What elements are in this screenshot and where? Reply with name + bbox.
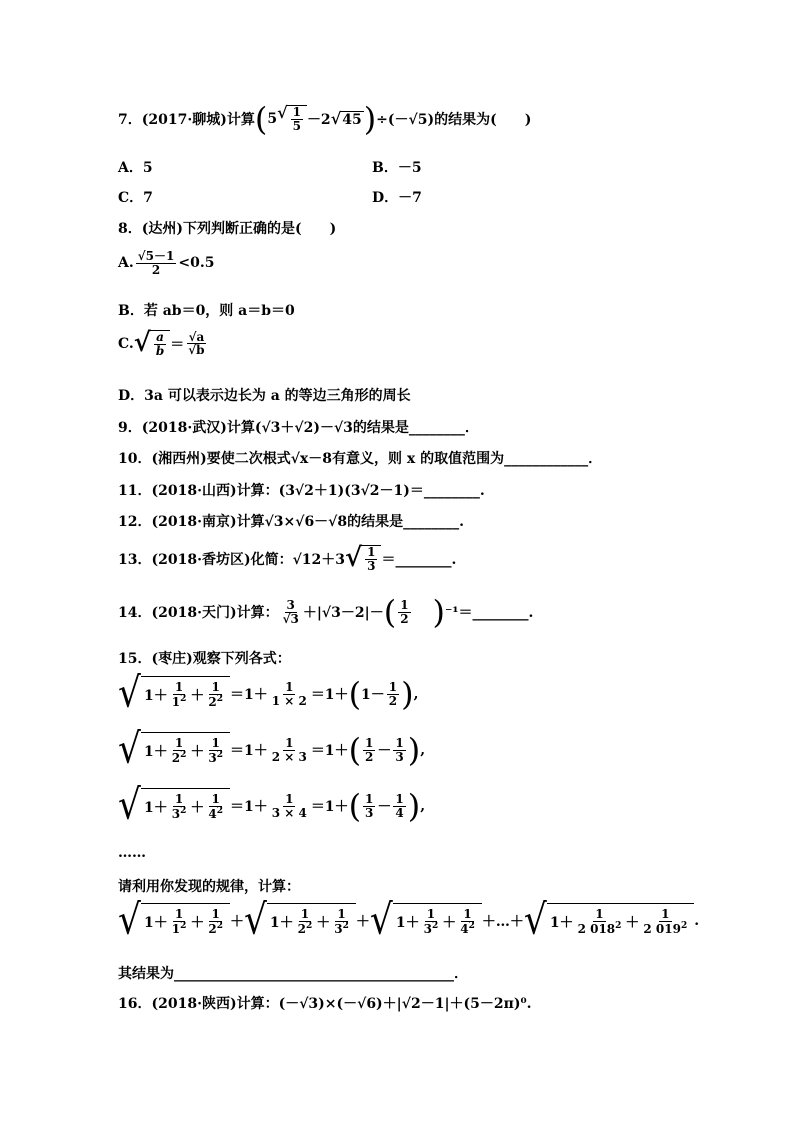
q7-den: 5 bbox=[292, 119, 301, 133]
question-9 bbox=[118, 417, 479, 437]
q8-a-num: √5－1 bbox=[137, 249, 175, 263]
q7-tail: ÷(－√5)的结果为( ) bbox=[376, 112, 532, 128]
q15-r1-d: 2 bbox=[388, 693, 398, 708]
q8-c-a: a bbox=[156, 330, 164, 344]
q15-r2-c: 2 × 3 bbox=[271, 749, 307, 764]
q15-r3-b: 4 bbox=[208, 806, 217, 821]
q15-r1-b: 2 bbox=[208, 694, 217, 709]
q8-c-lead: C. bbox=[118, 335, 134, 352]
q7-close-paren: ) bbox=[363, 100, 377, 138]
q15-sum: √ 1＋ $\frac{1}{1^2}$ ＋ $\frac{1}{2^2}$ ＋ √ 1＋ $\frac{1}{2^2}$ ＋ $\frac{1}{3^2}$ ＋ √ 1＋ $\frac{1}{3^2}$ ＋ $\frac{1}{4^2}$ ＋…＋ √ 1＋ $\frac{1}{2 018^2}$ ＋ $\frac{1}{2 019^2}$ . bbox=[118, 896, 700, 944]
question-7 bbox=[118, 100, 532, 138]
q8-a-tail: <0.5 bbox=[178, 255, 215, 272]
q8-c-sqrt: √ $\frac{a}{b}$ bbox=[134, 330, 170, 357]
q7-45: 45 bbox=[342, 111, 362, 128]
q13-tail: ＝________. bbox=[381, 551, 457, 568]
q15-prompt bbox=[118, 876, 300, 896]
q14-tail: ⁻¹＝________. bbox=[445, 605, 534, 621]
q15-row-2: √ 1＋ $\frac{1}{2^2}$ ＋ $\frac{1}{3^2}$ ＝1＋ $\frac{1}{2 \times 3}$ ＝1＋ ( $\frac{1}{2}$ － $\frac{1}{3}$ ) , bbox=[118, 725, 426, 773]
q15-ellipsis bbox=[118, 845, 146, 861]
q15-r2-d: 3 bbox=[395, 749, 404, 764]
q11-text: 11．(2018·山西)计算：(3√2＋1)(3√2－1)＝________. bbox=[118, 483, 485, 499]
q15-result-text: 其结果为________________________________________． bbox=[118, 966, 468, 982]
q10-text: 10．(湘西州)要使二次根式√x－8有意义，则 x 的取值范围为____________． bbox=[118, 451, 603, 467]
q8-label: 8．(达州)下列判断正确的是( ) bbox=[118, 221, 337, 237]
q7-coef: 5 bbox=[267, 111, 278, 127]
q8-a-lead: A. bbox=[118, 255, 134, 272]
question-14: 14．(2018·天门)计算： $\frac{3}{√3}$ ＋|√3－2|－ ( $\frac{1}{2}$ ) ⁻¹＝________. bbox=[118, 593, 534, 631]
q7-sqrt-frac: √ $\frac{1}{5}$ bbox=[277, 105, 307, 132]
q15-r3-d: 4 bbox=[395, 805, 404, 820]
question-8 bbox=[118, 218, 336, 238]
q15-prompt-text: 请利用你发现的规律，计算： bbox=[118, 879, 300, 895]
q7-a: A．5 bbox=[118, 160, 153, 176]
q14-mid: ＋|√3－2|－ bbox=[302, 605, 384, 621]
q15-end-a: 2 018 bbox=[577, 921, 616, 936]
q12-text: 12．(2018·南京)计算√3×√6－√8的结果是________. bbox=[118, 514, 465, 530]
q15-dots: …… bbox=[118, 845, 146, 861]
q15-r1-c: 1 × 2 bbox=[271, 693, 307, 708]
q7-minus-two: －2 bbox=[306, 112, 331, 128]
q7-option-a bbox=[118, 157, 153, 177]
q7-sqrt-45: √ 45 bbox=[330, 108, 362, 128]
q13-text: 13．(2018·香坊区)化简：√12＋3 bbox=[118, 551, 345, 568]
q7-option-b bbox=[372, 157, 422, 177]
q7-b: B．－5 bbox=[372, 160, 422, 176]
q8-c-den: √b bbox=[188, 343, 205, 358]
q8-a-frac bbox=[136, 250, 177, 276]
q7-option-c bbox=[118, 187, 153, 207]
q15-row-3: √ 1＋ $\frac{1}{3^2}$ ＋ $\frac{1}{4^2}$ ＝1＋ $\frac{1}{3 \times 4}$ ＝1＋ ( $\frac{1}{3}$ － $\frac{1}{4}$ ) , bbox=[118, 781, 426, 829]
q14-frac: $\frac{3}{√3}$ bbox=[282, 597, 299, 626]
q15-r3-a: 3 bbox=[171, 806, 181, 821]
q16-text: 16．(2018·陕西)计算：(－√3)×(－√6)＋|√2－1|＋(5－2π)⁰. bbox=[118, 996, 532, 1012]
q8-c-b: b bbox=[155, 343, 165, 358]
q8-option-a bbox=[118, 250, 214, 276]
q8-option-d bbox=[118, 385, 411, 405]
q8-b: B．若 ab＝0，则 a＝b＝0 bbox=[118, 303, 295, 319]
q7-num: 1 bbox=[292, 105, 301, 120]
q8-option-c bbox=[118, 330, 209, 357]
q8-a-den: 2 bbox=[151, 262, 161, 277]
q8-option-b bbox=[118, 300, 295, 320]
q15-r2-a: 2 bbox=[171, 750, 181, 765]
q15-text: 15．(枣庄)观察下列各式： bbox=[118, 651, 291, 667]
q9-text: 9．(2018·武汉)计算(√3＋√2)－√3的结果是________． bbox=[118, 420, 479, 436]
question-12 bbox=[118, 511, 464, 531]
q8-c-frac bbox=[186, 331, 206, 357]
q8-c-num: √a bbox=[188, 329, 205, 344]
q15-end-b: 2 019 bbox=[643, 921, 681, 936]
q15-r2-b: 3 bbox=[208, 750, 217, 765]
q7-label: 7．(2017·聊城)计算 bbox=[118, 112, 255, 128]
q7-c: C．7 bbox=[118, 190, 153, 206]
question-16 bbox=[118, 993, 532, 1013]
q8-c-eq: ＝ bbox=[170, 336, 185, 353]
q8-d: D．3a 可以表示边长为 a 的等边三角形的周长 bbox=[118, 388, 411, 404]
question-10 bbox=[118, 448, 602, 468]
q15-row-1: √ 1＋ $\frac{1}{1^2}$ ＋ $\frac{1}{2^2}$ ＝1＋ $\frac{1}{1 \times 2}$ ＝1＋ ( 1－ $\frac{1}{2}$ ) , bbox=[118, 669, 419, 717]
q13-sqrt: √ $\frac{1}{3}$ bbox=[345, 545, 381, 572]
q7-d: D．－7 bbox=[372, 190, 422, 206]
q15-r3-c: 3 × 4 bbox=[271, 805, 307, 820]
q14-text: 14．(2018·天门)计算： bbox=[118, 605, 279, 621]
question-11 bbox=[118, 480, 485, 500]
q7-option-d bbox=[372, 187, 422, 207]
q7-open-paren: ( bbox=[254, 100, 268, 138]
question-15 bbox=[118, 648, 291, 668]
q15-result bbox=[118, 963, 468, 983]
q15-r1-a: 1 bbox=[171, 694, 181, 709]
question-13 bbox=[118, 545, 456, 572]
